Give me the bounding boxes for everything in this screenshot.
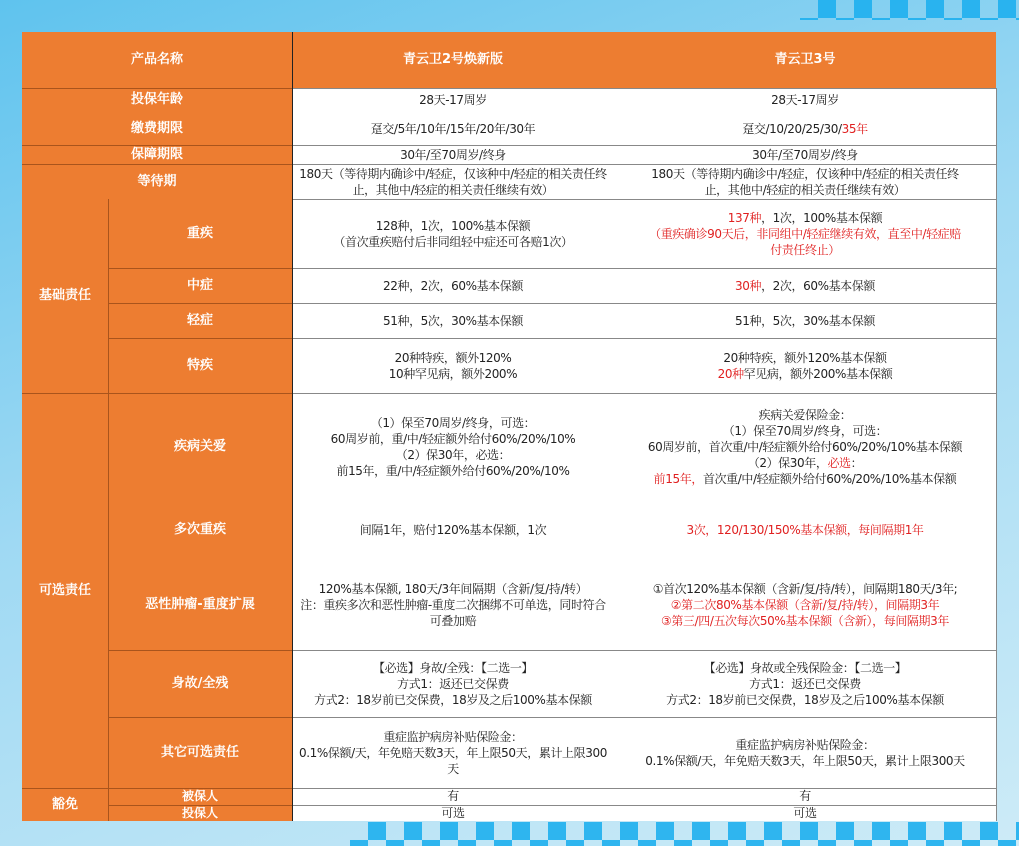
cell-text: 前15年，重/中/轻症额外给付60%/20%/10% [336, 463, 570, 478]
cell-text: 重症监护病房补贴保险金： [735, 737, 875, 752]
row-divider [292, 338, 996, 339]
cell-line [299, 745, 607, 761]
cell-line [333, 234, 572, 250]
cell-line [735, 313, 875, 329]
row-divider [22, 164, 292, 165]
row-divider [292, 805, 996, 806]
cell-text: 51种，5次，30%基本保额 [735, 313, 875, 328]
cell-line [771, 92, 839, 108]
cell-text: 22种，2次，60%基本保额 [383, 278, 523, 293]
cell-line [651, 166, 958, 182]
value-product-1-insured [292, 788, 614, 805]
highlight-text: ②第二次80%基本保额（含新/复/持/转），间隔期3年 [670, 598, 940, 612]
value-product-2-other [614, 717, 996, 788]
value-product-1-special [292, 338, 614, 393]
cell-text: （2）保30年， [747, 455, 828, 470]
value-product-1-term [292, 145, 614, 164]
header-product-2: 青云卫3号 [614, 32, 996, 88]
cell-text: ： [850, 455, 863, 470]
cell-line [373, 660, 533, 676]
value-product-1-other [292, 717, 614, 788]
cell-line [371, 415, 536, 431]
highlight-text: 30种 [735, 278, 762, 293]
highlight-text: 3次，120/130/150%基本保额，每间隔期1年 [686, 523, 924, 537]
cell-line [360, 522, 546, 538]
cell-text: 重症监护病房补贴保险金： [383, 729, 523, 744]
cell-line [666, 692, 944, 708]
value-product-1-wait [292, 164, 614, 199]
cell-line [759, 407, 852, 423]
cell-text: 0.1%保额/天，年免赔天数3天，年上限50天，累计上限300天 [645, 753, 965, 768]
cell-text: 30年/至70周岁/终身 [400, 147, 506, 162]
cell-line [749, 676, 861, 692]
cell-line [704, 660, 907, 676]
cell-line [705, 182, 906, 198]
cell-line [336, 463, 569, 479]
cell-line [671, 597, 939, 613]
value-product-2-pay [614, 112, 996, 145]
decor-checker-top [800, 0, 1019, 20]
row-divider [22, 393, 108, 394]
cell-line [331, 431, 576, 447]
cell-text: 可选 [793, 805, 817, 820]
row-divider [292, 164, 996, 165]
value-product-2-holder [614, 805, 996, 821]
cell-line [661, 613, 949, 629]
cell-text: 128种，1次，100%基本保额 [375, 218, 531, 233]
row-divider [108, 650, 292, 651]
row-label-death: 身故/全残 [108, 650, 292, 717]
cell-line [686, 522, 923, 538]
highlight-text: 前15年， [653, 471, 703, 486]
value-product-2-care [614, 393, 996, 500]
group-optional: 可选责任 [22, 393, 108, 788]
cell-text: 120%基本保额, 180天/3年间隔期（含新/复/持/转） [318, 582, 588, 596]
cell-line [396, 447, 511, 463]
row-divider [292, 88, 996, 89]
value-product-2-insured [614, 788, 996, 805]
col-divider [996, 88, 997, 821]
row-label-multi: 多次重疾 [108, 500, 292, 560]
cell-line [389, 366, 517, 382]
row-label-age: 投保年龄 [22, 88, 292, 112]
cell-line [793, 806, 816, 821]
cell-line [319, 581, 588, 597]
row-label-special: 特疾 [108, 338, 292, 393]
row-divider [108, 303, 292, 304]
row-label-wait: 等待期 [22, 164, 292, 199]
cell-line [770, 242, 840, 258]
value-product-2-multi [614, 500, 996, 560]
row-divider [292, 199, 996, 200]
cell-line [371, 121, 536, 137]
cell-line [723, 423, 888, 439]
cell-text: （1）保至70周岁/终身，可选： [370, 415, 536, 430]
cell-line [441, 806, 464, 821]
cell-line [742, 121, 867, 137]
row-divider [108, 268, 292, 269]
cell-line [728, 210, 882, 226]
cell-text: 51种，5次，30%基本保额 [383, 313, 523, 328]
row-divider [22, 88, 292, 89]
cell-text: 180天（等待期内确诊中/轻症，仅该种中/轻症的相关责任终 [651, 166, 959, 181]
cell-text: 天 [447, 761, 459, 776]
cell-text: （2）保30年，必选： [395, 447, 511, 462]
row-divider [292, 145, 996, 146]
cell-text: 20种特疾，额外120%基本保额 [723, 350, 887, 365]
cell-text: 罕见病，额外200%基本保额 [743, 366, 893, 381]
row-label-other: 其它可选责任 [108, 717, 292, 788]
cell-line [752, 147, 858, 163]
value-product-1-multi [292, 500, 614, 560]
highlight-text: 137种 [727, 210, 762, 225]
cell-line [314, 692, 592, 708]
row-divider [108, 717, 292, 718]
cell-text: 28天-17周岁 [419, 93, 487, 107]
group-waiver: 豁免 [22, 788, 108, 821]
row-label-holder: 投保人 [108, 805, 292, 821]
cell-line [735, 737, 874, 753]
value-product-2-mid [614, 268, 996, 303]
cell-line [748, 455, 863, 471]
value-product-1-cancer [292, 560, 614, 650]
cell-line [419, 92, 487, 108]
cell-text: 首次重/中/轻症额外给付60%/20%/10%基本保额 [702, 471, 957, 486]
highlight-text: 必选 [827, 455, 851, 470]
highlight-text: 20种 [717, 366, 744, 381]
cell-line [383, 313, 523, 329]
cell-text: ，2次，60%基本保额 [761, 278, 875, 293]
cell-line [723, 350, 886, 366]
cell-text: 有 [447, 789, 459, 803]
row-label-term: 保障期限 [22, 145, 292, 164]
cell-text: 方式1：返还已交保费 [749, 676, 861, 691]
value-product-1-holder [292, 805, 614, 821]
cell-text: 疾病关爱保险金： [758, 407, 852, 422]
cell-line [395, 350, 512, 366]
value-product-2-mild [614, 303, 996, 338]
row-divider [22, 145, 292, 146]
value-product-1-mild [292, 303, 614, 338]
cell-line [447, 789, 459, 804]
row-label-pay: 缴费期限 [22, 112, 292, 145]
value-product-2-death [614, 650, 996, 717]
value-product-2-term [614, 145, 996, 164]
cell-line [430, 613, 476, 629]
cell-line [718, 366, 893, 382]
cell-line [799, 789, 811, 804]
cell-line [735, 278, 875, 294]
cell-text: 趸交/5年/10年/15年/20年/30年 [370, 121, 536, 136]
cell-line [653, 581, 958, 597]
value-product-2-wait [614, 164, 996, 199]
value-product-2-special [614, 338, 996, 393]
cell-line [383, 729, 522, 745]
row-divider [292, 303, 996, 304]
row-label-ci: 重疾 [108, 199, 292, 268]
value-product-1-pay [292, 112, 614, 145]
value-product-1-age [292, 88, 614, 112]
highlight-text: 付责任终止） [770, 242, 840, 257]
cell-text: ①首次120%基本保额（含新/复/持/转），间隔期180天/3年; [652, 582, 958, 596]
row-divider [108, 393, 292, 394]
row-label-insured: 被保人 [108, 788, 292, 805]
value-product-1-care [292, 393, 614, 500]
cell-text: 可选 [441, 805, 465, 820]
cell-text: 【必选】身故/全残：【二选一】 [372, 660, 534, 675]
cell-text: 180天（等待期内确诊中/轻症，仅该种中/轻症的相关责任终 [299, 166, 607, 181]
cell-text: 20种特疾，额外120% [394, 350, 512, 365]
cell-line [353, 182, 554, 198]
cell-line [649, 226, 961, 242]
cell-text: （首次重疾赔付后非同组轻中症还可各赔1次） [333, 234, 573, 249]
cell-line [648, 439, 962, 455]
cell-text: 60周岁前，首次重/中/轻症额外给付60%/20%/10%基本保额 [647, 439, 963, 454]
decor-checker-bottom [350, 822, 1019, 846]
row-divider [292, 650, 996, 651]
cell-text: 方式2：18岁前已交保费，18岁及之后100%基本保额 [314, 692, 592, 707]
cell-text: 10种罕见病，额外200% [388, 366, 518, 381]
cell-line [397, 676, 509, 692]
cell-line [400, 147, 506, 163]
cell-line [376, 218, 530, 234]
row-label-care: 疾病关爱 [108, 393, 292, 500]
cell-text: 可叠加赔 [429, 614, 477, 628]
cell-text: 趸交/10/20/25/30/ [742, 121, 842, 136]
cell-text: 0.1%保额/天，年免赔天数3天，年上限50天，累计上限300 [299, 745, 607, 760]
cell-text: 方式2：18岁前已交保费，18岁及之后100%基本保额 [666, 692, 944, 707]
cell-line [645, 753, 965, 769]
value-product-2-ci [614, 199, 996, 268]
row-divider [292, 268, 996, 269]
row-divider [292, 393, 996, 394]
cell-text: 【必选】身故或全残保险金：【二选一】 [703, 660, 907, 675]
cell-text: 间隔1年，赔付120%基本保额，1次 [359, 523, 547, 537]
row-divider [108, 338, 292, 339]
row-divider [292, 717, 996, 718]
value-product-2-cancer [614, 560, 996, 650]
cell-text: ，1次，100%基本保额 [761, 210, 883, 225]
header-product-1: 青云卫2号焕新版 [292, 32, 614, 88]
cell-text: 28天-17周岁 [771, 93, 839, 107]
cell-text: 方式1：返还已交保费 [397, 676, 509, 691]
highlight-text: 35年 [841, 121, 868, 136]
row-label-cancer: 恶性肿瘤-重度扩展 [108, 560, 292, 650]
cell-line [299, 166, 606, 182]
comparison-table [22, 32, 996, 821]
cell-line [654, 471, 957, 487]
row-label-mid: 中症 [108, 268, 292, 303]
cell-text: 30年/至70周岁/终身 [752, 147, 858, 162]
cell-text: 止，其他中/轻症的相关责任继续有效） [704, 182, 906, 197]
cell-line [300, 597, 606, 613]
cell-line [383, 278, 523, 294]
cell-text: （1）保至70周岁/终身，可选： [722, 423, 888, 438]
col-divider [292, 32, 293, 821]
row-label-mild: 轻症 [108, 303, 292, 338]
header-label: 产品名称 [22, 32, 292, 88]
cell-text: 注：重疾多次和恶性肿瘤-重度二次捆绑不可单选，同时符合 [300, 598, 606, 612]
value-product-1-mid [292, 268, 614, 303]
row-divider [22, 788, 292, 789]
cell-text: 60周岁前，重/中/轻症额外给付60%/20%/10% [330, 431, 576, 446]
group-basic: 基础责任 [22, 199, 108, 393]
cell-text: 有 [799, 789, 811, 803]
value-product-1-ci [292, 199, 614, 268]
cell-line [447, 761, 459, 777]
row-divider [108, 805, 292, 806]
cell-text: 止，其他中/轻症的相关责任继续有效） [352, 182, 554, 197]
row-divider [292, 788, 996, 789]
highlight-text: ③第三/四/五次每次50%基本保额（含新），每间隔期3年 [661, 614, 949, 628]
value-product-1-death [292, 650, 614, 717]
value-product-2-age [614, 88, 996, 112]
highlight-text: （重疾确诊90天后，非同组中/轻症继续有效，直至中/轻症赔 [649, 226, 961, 241]
col-divider [108, 199, 109, 821]
